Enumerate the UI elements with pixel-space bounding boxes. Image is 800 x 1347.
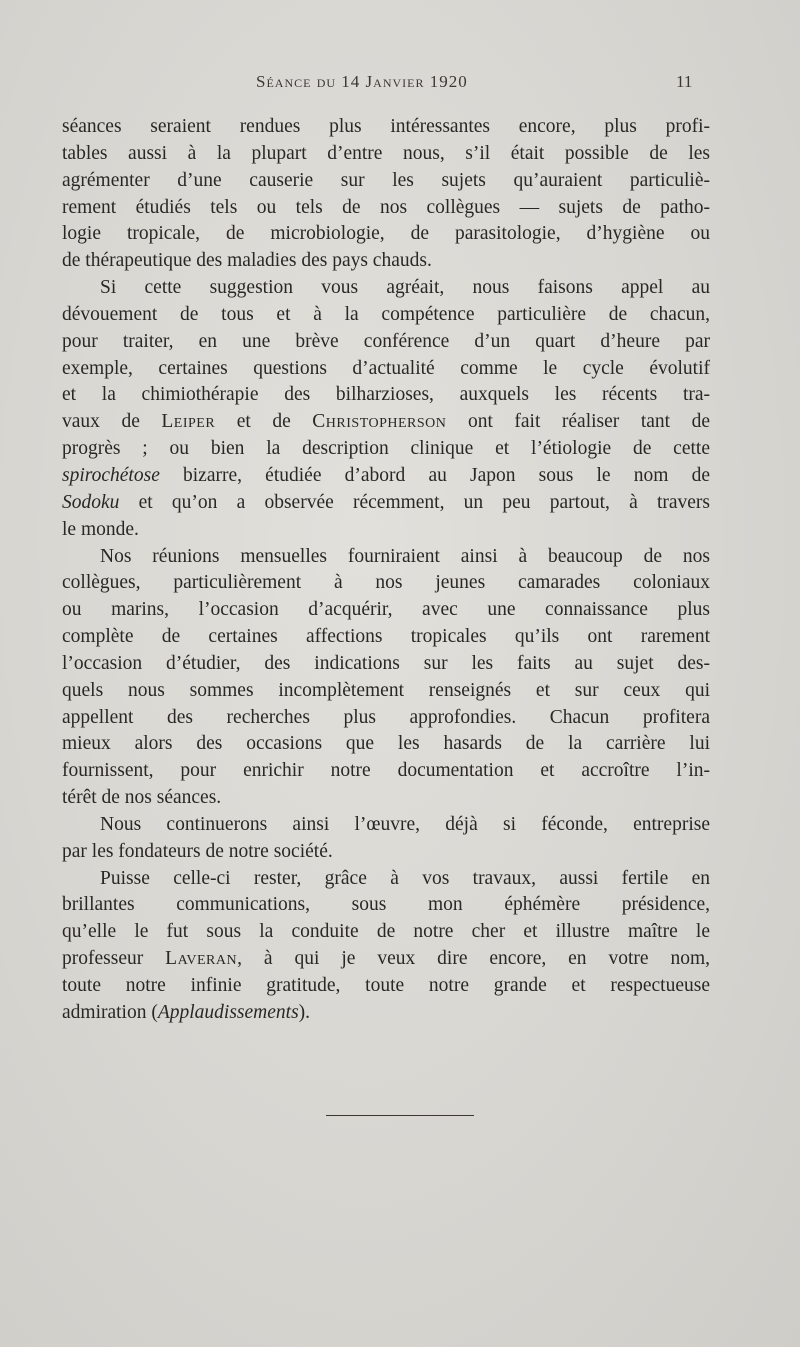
- text-line: rement étudiés tels ou tels de nos collègues — sujets de patho-: [62, 196, 710, 218]
- paragraph: [62, 866, 710, 1027]
- text-line: [62, 1000, 710, 1027]
- paragraph: [62, 275, 710, 543]
- text-line: l’occasion d’étudier, des indications sur les faits au sujet des-: [62, 652, 710, 674]
- text-line: [62, 946, 710, 973]
- text-run: vaux de: [62, 411, 162, 433]
- text-line: [62, 490, 710, 517]
- text-line: [62, 409, 710, 436]
- text-run: professeur: [62, 948, 166, 970]
- text-line: fournissent, pour enrichir notre documentation et accroître l’in-: [62, 760, 710, 782]
- text-line: Nous continuerons ainsi l’œuvre, déjà si féconde, entreprise: [100, 813, 710, 835]
- text-line: térêt de nos séances.: [62, 787, 222, 809]
- text-run: ).: [298, 1001, 311, 1023]
- paragraph: [62, 544, 710, 812]
- text-line: ou marins, l’occasion d’acquérir, avec une connaissance plus: [62, 599, 710, 621]
- text-run: et de: [215, 411, 313, 433]
- text-run: et qu’on a observée récemment, un peu partout, à travers: [119, 491, 710, 513]
- text-line: agrémenter d’une causerie sur les sujets qu’auraient particuliè-: [62, 169, 710, 191]
- text-line: complète de certaines affections tropicales qu’ils ont rarement: [62, 626, 710, 648]
- page-number: 11: [676, 72, 693, 91]
- text-line: logie tropicale, de microbiologie, de parasitologie, d’hygiène ou: [62, 223, 710, 245]
- text-line: tables aussi à la plupart d’entre nous, s’il était possible de les: [62, 142, 710, 164]
- running-head: Séance du 14 Janvier 1920: [256, 72, 468, 91]
- text-line: appellent des recherches plus approfondies. Chacun profitera: [62, 706, 710, 728]
- author-name: Leiper: [161, 411, 216, 433]
- closing-rule: [326, 1115, 474, 1116]
- text-line: le monde.: [62, 518, 139, 540]
- text-run: , à qui je veux dire encore, en votre nom,: [237, 948, 711, 970]
- text-line: progrès ; ou bien la description clinique et l’étiologie de cette: [62, 438, 710, 460]
- text-run: admiration (: [62, 1001, 158, 1023]
- italic-term: Applaudissements: [157, 1001, 299, 1023]
- text-line: exemple, certaines questions d’actualité comme le cycle évolutif: [62, 357, 710, 379]
- text-line: Si cette suggestion vous agréait, nous faisons appel au: [100, 277, 710, 299]
- text-line: de thérapeutique des maladies des pays chauds.: [62, 250, 432, 272]
- text-line: Nos réunions mensuelles fourniraient ainsi à beaucoup de nos: [100, 545, 710, 567]
- text-line: mieux alors des occasions que les hasards de la carrière lui: [62, 733, 710, 755]
- text-line: quels nous sommes incomplètement renseignés et sur ceux qui: [62, 679, 710, 701]
- text-line: collègues, particulièrement à nos jeunes camarades coloniaux: [62, 572, 710, 594]
- paragraph: [62, 114, 710, 275]
- text-line: et la chimiothérapie des bilharzioses, auxquels les récents tra-: [62, 384, 710, 406]
- text-line: séances seraient rendues plus intéressantes encore, plus profi-: [62, 116, 710, 137]
- author-name: Laveran: [165, 948, 238, 970]
- text-line: qu’elle le fut sous la conduite de notre cher et illustre maître le: [62, 921, 710, 943]
- text-run: bizarre, étudiée d’abord au Japon sous le nom de: [159, 464, 710, 486]
- body-text: [62, 114, 710, 1027]
- text-line: toute notre infinie gratitude, toute notre grande et respectueuse: [62, 975, 710, 996]
- text-line: par les fondateurs de notre société.: [62, 840, 333, 862]
- author-name: Christopherson: [312, 411, 447, 433]
- text-line: brillantes communications, sous mon éphémère présidence,: [62, 894, 710, 916]
- text-line: dévouement de tous et à la compétence particulière de chacun,: [62, 303, 710, 325]
- text-line: pour traiter, en une brève conférence d’un quart d’heure par: [62, 330, 710, 352]
- paragraph: [62, 812, 710, 866]
- text-run: ont fait réaliser tant de: [446, 411, 711, 433]
- text-line: [62, 463, 710, 490]
- italic-term: spirochétose: [62, 464, 160, 486]
- text-line: Puisse celle-ci rester, grâce à vos travaux, aussi fertile en: [100, 867, 710, 889]
- italic-term: Sodoku: [62, 491, 120, 513]
